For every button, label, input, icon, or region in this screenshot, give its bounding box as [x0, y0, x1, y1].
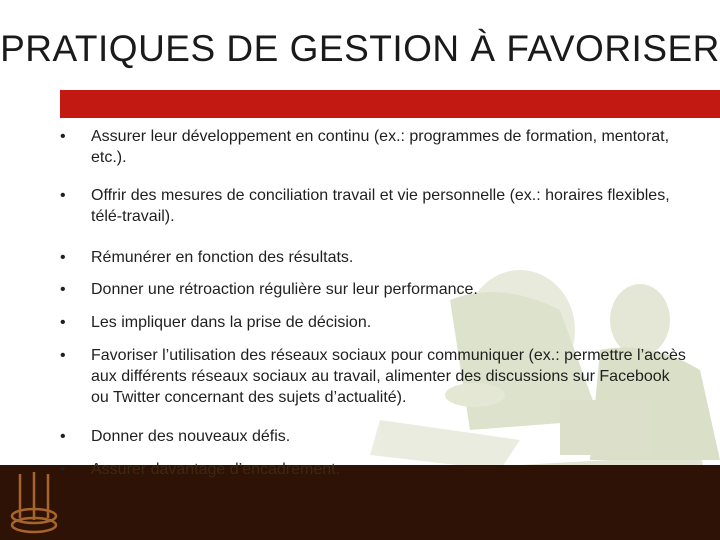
bullet-text: Les impliquer dans la prise de décision.: [91, 314, 372, 331]
bullet-marker: •: [60, 461, 66, 478]
bullet-text: Assurer davantage d’encadrement.: [91, 461, 341, 478]
bullet-text: Favoriser l’utilisation des réseaux sociaux pour communiquer (ex.: permettre l’accès aux différents réseaux sociaux au travail, alimenter des discussions sur Facebook ou Twitter concernant des sujets d’actualité).: [91, 347, 686, 406]
bullet-marker: •: [60, 128, 66, 145]
slide-title: PRATIQUES DE GESTION À FAVORISER: [0, 28, 720, 69]
bullet-text: Rémunérer en fonction des résultats.: [91, 249, 354, 266]
section-banner: [60, 90, 720, 118]
bullet-marker: •: [60, 249, 66, 266]
bullet-marker: •: [60, 428, 66, 445]
bullet-marker: •: [60, 187, 66, 204]
bullet-text: Donner des nouveaux défis.: [91, 428, 291, 445]
bullet-marker: •: [60, 281, 66, 298]
bullet-text: Offrir des mesures de conciliation travail et vie personnelle (ex.: horaires flexibles, télé-travail).: [91, 187, 670, 225]
bullet-marker: •: [60, 314, 66, 331]
bullet-text: Donner une rétroaction régulière sur leur performance.: [91, 281, 478, 298]
banner-label: Les C: [325, 4, 375, 24]
bullet-marker: •: [60, 347, 66, 364]
logo-icon: [6, 468, 62, 536]
bullet-text: Assurer leur développement en continu (ex.: programmes de formation, mentorat, etc.).: [91, 128, 670, 166]
